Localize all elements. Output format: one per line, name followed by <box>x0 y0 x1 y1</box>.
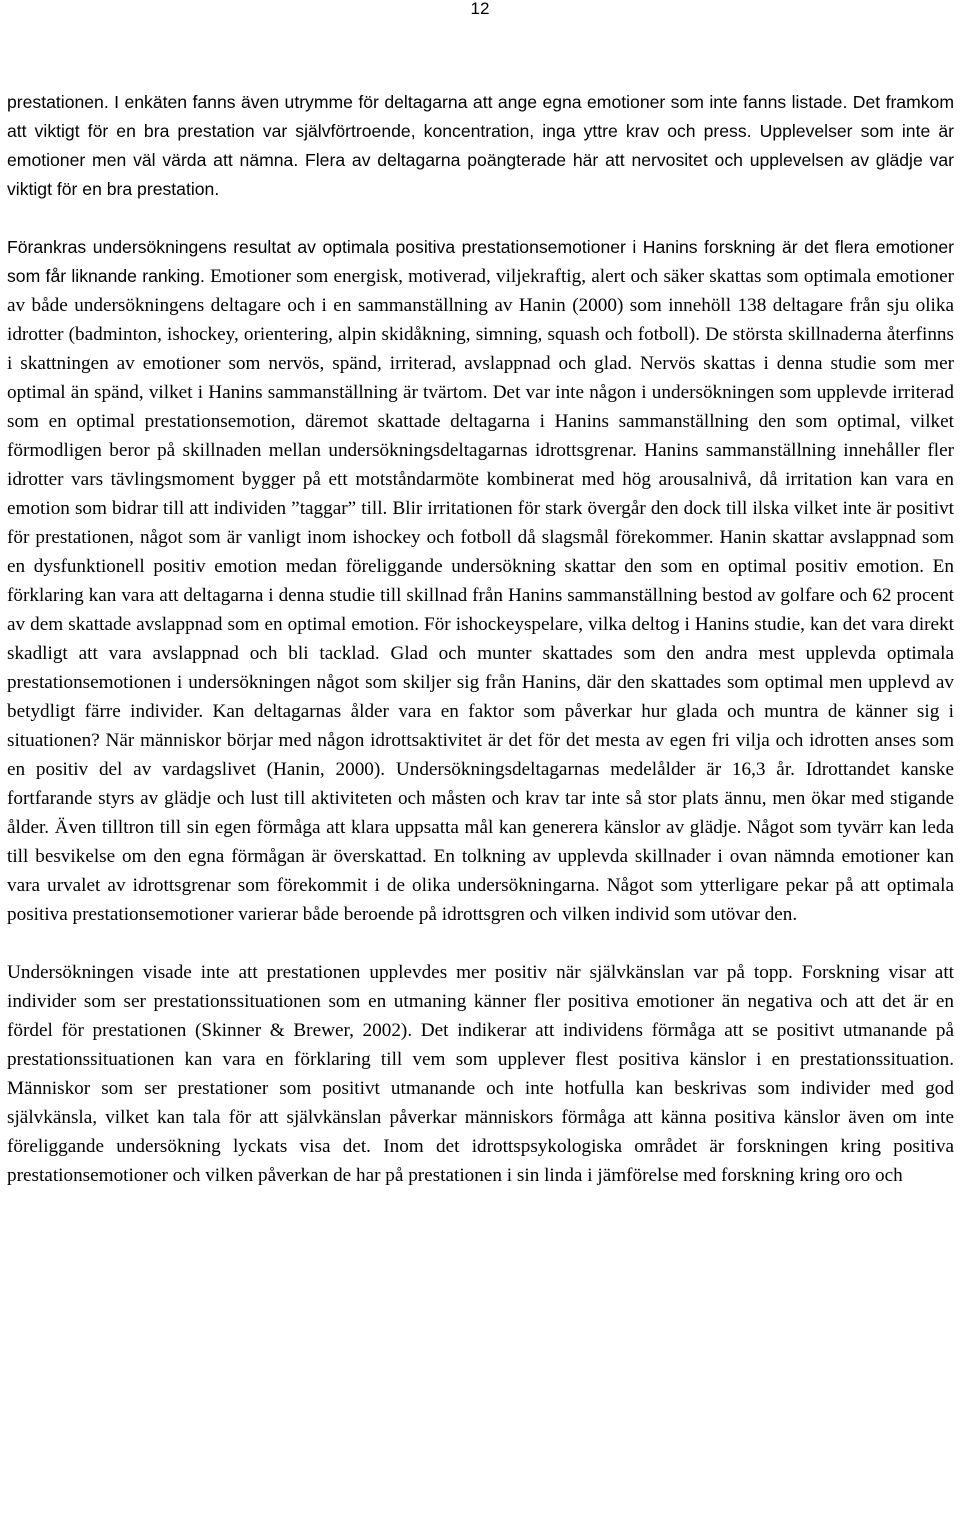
paragraph-2 <box>7 233 954 929</box>
paragraph-1-text: prestationen. I enkäten fanns även utrymme för deltagarna att ange egna emotioner som inte fanns listade. Det framkom att viktigt för en bra prestation var självförtroende, koncentration, inga yttre krav och press. Upplevelser som inte är emotioner men väl värda att nämna. Flera av deltagarna poängterade här att nervositet och upplevelsen av glädje var viktigt för en bra prestation. <box>7 92 954 199</box>
paragraph-3 <box>7 958 954 1190</box>
paragraph-1 <box>7 88 954 204</box>
page-number: 12 <box>470 0 490 18</box>
body-text <box>7 88 954 1190</box>
paragraph-2-body: Emotioner som energisk, motiverad, viljekraftig, alert och säker skattas som optimala emotioner av både undersökningens deltagare och i en sammanställning av Hanin (2000) som innehöll 138 deltagare från sju olika idrotter (badminton, ishockey, orientering, alpin skidåkning, simning, squash och fotboll). De största skillnaderna återfinns i skattningen av emotioner som nervös, spänd, irriterad, avslappnad och glad. Nervös skattas i denna studie som mer optimal än spänd, vilket i Hanins sammanställning är tvärtom. Det var inte någon i undersökningen som upplevde irriterad som en optimal prestationsemotion, däremot skattade deltagarna i Hanins sammanställning den som optimal, vilket förmodligen beror på skillnaden mellan undersökningsdeltagarnas idrottsgrenar. Hanins sammanställning innehåller fler idrotter vars tävlingsmoment bygger på ett motståndarmöte kombinerat med hög arousalnivå, då irritation kan vara en emotion som bidrar till att individen ”taggar” till. Blir irritationen för stark övergår den dock till ilska vilket inte är positivt för prestationen, något som är vanligt inom ishockey och fotboll då slagsmål förekommer. Hanin skattar avslappnad som en dysfunktionell positiv emotion medan föreliggande undersökning skattar den som en optimal positiv emotion. En förklaring kan vara att deltagarna i denna studie till skillnad från Hanins sammanställning bestod av golfare och 62 procent av dem skattade avslappnad som en optimal emotion. För ishockeyspelare, vilka deltog i Hanins studie, kan det vara direkt skadligt att vara avslappnad och bli tacklad. Glad och munter skattades som den andra mest upplevda optimala prestationsemotionen i undersökningen något som skiljer sig från Hanins, där den skattades som optimal men upplevd av betydligt färre individer. Kan deltagarnas ålder vara en faktor som påverkar hur glada och muntra de känner sig i situationen? När människor börjar med någon idrottsaktivitet är det för det mesta av egen fri vilja och idrotten anses som en positiv del av vardagslivet (Hanin, 2000). Undersökningsdeltagarnas medelålder är 16,3 år. Idrottandet kanske fortfarande styrs av glädje och lust till aktiviteten och måsten och krav tar inte så stor plats ännu, men ökar med stigande ålder. Även tilltron till sin egen förmåga att klara uppsatta mål kan generera känslor av glädje. Något som tyvärr kan leda till besvikelse om den egna förmågan är överskattad. En tolkning av upplevda skillnader i ovan nämnda emotioner kan vara urvalet av idrottsgrenar som förekommit i de olika undersökningarna. Något som ytterligare pekar på att optimala positiva prestationsemotioner varierar både beroende på idrottsgren och vilken individ som utövar den. <box>7 266 954 925</box>
paragraph-3-text: Undersökningen visade inte att prestationen upplevdes mer positiv när självkänslan var på topp. Forskning visar att individer som ser prestationssituationen som en utmaning känner fler positiva emotioner än negativa och att det är en fördel för prestationen (Skinner & Brewer, 2002). Det indikerar att individens förmåga att se positivt utmanande på prestationssituationen kan vara en förklaring till vem som upplever flest positiva känslor i en prestationssituation. Människor som ser prestationer som positivt utmanande och inte hotfulla kan beskrivas som individer med god självkänsla, vilket kan tala för att självkänslan påverkar människors förmåga att känna positiva känslor även om inte föreliggande undersökning lyckats visa det. Inom det idrottspsykologiska området är forskningen kring positiva prestationsemotioner och vilken påverkan de har på prestationen i sin linda i jämförelse med forskning kring oro och <box>7 962 954 1186</box>
paragraph-2-lead-sentence: Förankras undersökningens resultat av optimala positiva prestationsemotioner i Hanins forskning är det flera emotioner som får liknande ranking. <box>7 237 954 286</box>
